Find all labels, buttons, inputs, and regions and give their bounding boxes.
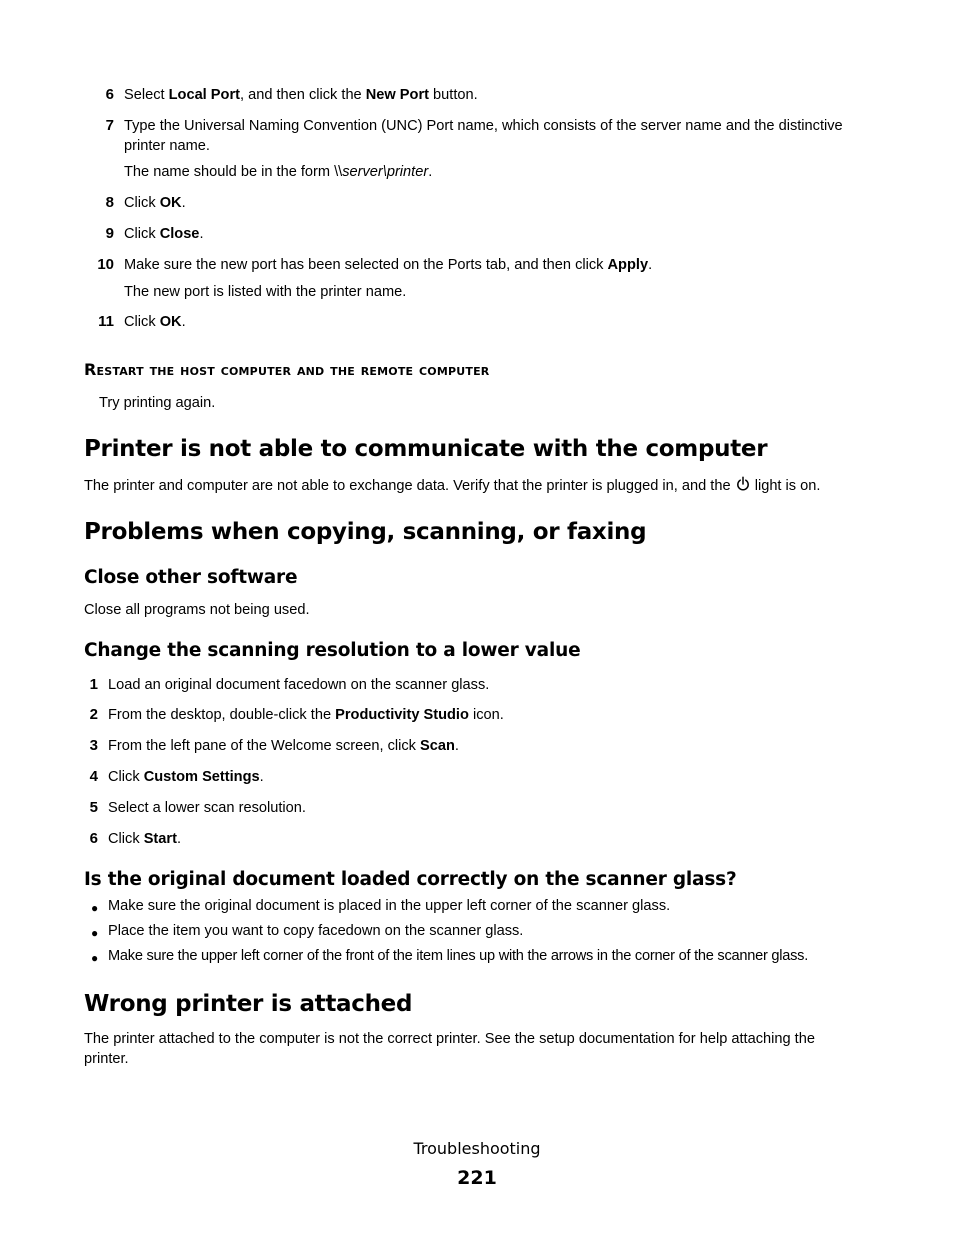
res-step-4-text: Click Custom Settings. xyxy=(108,769,264,785)
step-10-note: The new port is listed with the printer name. xyxy=(124,284,407,300)
step-7-text: Type the Universal Naming Convention (UNC) Port name, which consists of the server name and the distinctive xyxy=(124,118,843,134)
wrong-printer-text-cont: printer. xyxy=(84,1051,129,1067)
res-step-2-text: From the desktop, double-click the Productivity Studio icon. xyxy=(108,707,504,723)
bullet-3-text: Make sure the upper left corner of the front of the item lines up with the arrows in the corner of the scanner glass. xyxy=(108,948,809,964)
step-9-text: Click Close. xyxy=(124,226,204,242)
bullet-2-marker: ● xyxy=(91,926,99,940)
res-step-1-text: Load an original document facedown on the scanner glass. xyxy=(108,677,490,693)
step-7-text-cont: printer name. xyxy=(124,138,210,154)
restart-text: Try printing again. xyxy=(99,395,216,411)
step-11-number: 11 xyxy=(98,313,114,330)
glass-heading: Is the original document loaded correctly on the scanner glass? xyxy=(84,869,737,890)
res-step-6-text: Click Start. xyxy=(108,831,181,847)
close-software-text: Close all programs not being used. xyxy=(84,602,310,618)
bullet-1-text: Make sure the original document is placed in the upper left corner of the scanner glass. xyxy=(108,898,671,914)
wrong-printer-heading: Wrong printer is attached xyxy=(84,991,413,1017)
bullet-3-marker: ● xyxy=(91,951,99,965)
res-step-4-number: 4 xyxy=(89,768,98,785)
comm-heading: Printer is not able to communicate with the computer xyxy=(84,436,768,462)
wrong-printer-text: The printer attached to the computer is not the correct printer. See the setup documentation for help attaching the xyxy=(84,1031,815,1047)
step-6-number: 6 xyxy=(105,86,114,103)
step-11-text: Click OK. xyxy=(124,314,186,330)
res-step-2-number: 2 xyxy=(89,706,98,723)
res-step-6-number: 6 xyxy=(89,830,98,847)
step-10-text: Make sure the new port has been selected on the Ports tab, and then click Apply. xyxy=(124,257,653,273)
res-step-3-text: From the left pane of the Welcome screen, click Scan. xyxy=(108,738,459,754)
res-step-1-number: 1 xyxy=(89,676,98,693)
power-icon xyxy=(736,476,750,492)
res-step-5-number: 5 xyxy=(89,799,98,816)
close-software-heading: Close other software xyxy=(84,567,298,588)
res-step-3-number: 3 xyxy=(89,737,98,754)
bullet-2-text: Place the item you want to copy facedown on the scanner glass. xyxy=(108,923,524,939)
resolution-heading: Change the scanning resolution to a lower value xyxy=(84,640,581,661)
step-8-text: Click OK. xyxy=(124,195,186,211)
bullet-1-marker: ● xyxy=(91,901,99,915)
comm-text: The printer and computer are not able to exchange data. Verify that the printer is plugged in, and the light is on. xyxy=(84,478,821,494)
problems-heading: Problems when copying, scanning, or faxing xyxy=(84,519,647,545)
step-6-text: Select Local Port, and then click the New Port button. xyxy=(124,87,478,103)
res-step-5-text: Select a lower scan resolution. xyxy=(108,800,306,816)
step-8-number: 8 xyxy=(105,194,114,211)
step-9-number: 9 xyxy=(105,225,114,242)
step-10-number: 10 xyxy=(97,256,114,273)
restart-heading: Restart the host computer and the remote computer xyxy=(84,360,490,379)
step-7-number: 7 xyxy=(105,117,114,134)
page-number: 221 xyxy=(457,1167,497,1189)
footer-section-label: Troubleshooting xyxy=(413,1139,541,1158)
step-7-note: The name should be in the form \\server\printer. xyxy=(124,164,433,180)
